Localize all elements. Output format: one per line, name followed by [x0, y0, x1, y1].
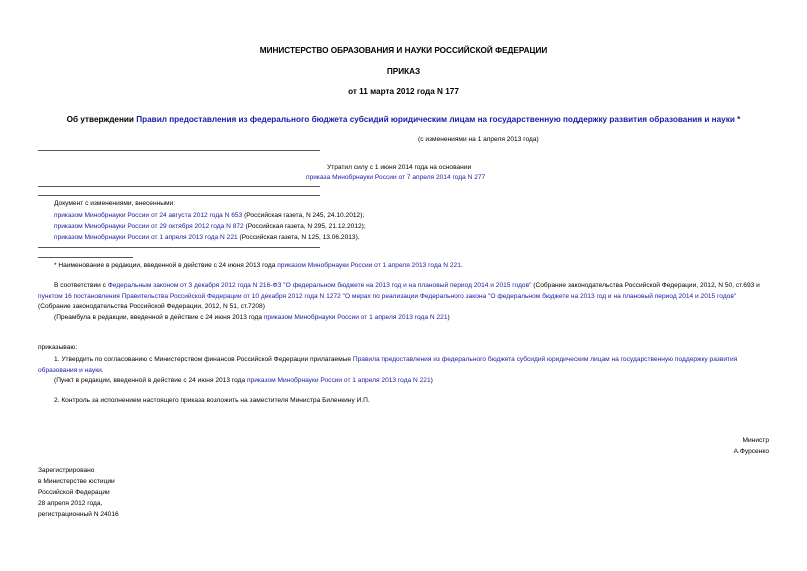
order-note-tail: )	[430, 377, 433, 384]
order-note-text: (Пункт в редакции, введенной в действие с 24 июня 2013 года	[54, 377, 247, 384]
lost-force-text: Утратил силу с 1 июня 2014 года на основании	[327, 164, 472, 171]
list-item	[54, 212, 364, 220]
order-point-tail: .	[101, 366, 104, 374]
date-number-heading: от 11 марта 2012 года N 177	[348, 87, 459, 96]
amendment-source: (Российская газета, N 295, 21.12.2012);	[243, 223, 366, 230]
amendment-source: (Российская газета, N 245, 24.10.2012);	[242, 212, 365, 219]
amendment-link[interactable]: приказом Минобрнауки России от 29 октября 2012 года N 872	[54, 223, 244, 230]
order-point-text: 1. Утвердить по согласованию с Министерством финансов Российской Федерации прилагаемые	[54, 356, 353, 363]
federal-law-link[interactable]: Федеральным законом от 3 декабря 2012 года N 216-ФЗ "О федеральном бюджете на 2013 год и на плановый период 2014 и 2015 годов"	[107, 282, 532, 289]
registration-line: 28 апреля 2012 года,	[38, 500, 103, 507]
list-item	[54, 223, 366, 231]
footnote-text: * Наименование в редакции, введенной в действие с 24 июня 2013 года	[54, 262, 278, 269]
prikazyvayu-text: приказываю:	[38, 344, 78, 351]
signature-name: А.Фурсенко	[733, 448, 769, 455]
amendment-note: (с изменениями на 1 апреля 2013 года)	[418, 136, 539, 143]
preamble-text: В соответствии с	[54, 282, 108, 289]
order-note-link[interactable]: приказом Минобрнауки России от 1 апреля 2013 года N 221	[246, 377, 431, 384]
footnote-link[interactable]: приказом Минобрнауки России от 1 апреля 2013 года N 221	[277, 262, 461, 269]
registration-line: регистрационный N 24016	[38, 511, 119, 518]
document-title	[0, 115, 807, 126]
doc-type-heading: ПРИКАЗ	[386, 67, 421, 76]
preamble-note-text: (Преамбула в редакции, введенной в действие с 24 июня 2013 года	[54, 314, 264, 321]
amendment-source: (Российская газета, N 125, 13.06.2013).	[237, 234, 360, 241]
title-prefix: Об утверждении	[66, 115, 137, 124]
amendment-link[interactable]: приказом Минобрнауки России от 24 августа 2012 года N 653	[54, 212, 243, 219]
divider	[38, 247, 320, 248]
footnote	[54, 262, 463, 270]
preamble	[38, 281, 770, 313]
rules-link[interactable]: Правила предоставления из федерального бюджета субсидий юридическим лицам на государственную поддержку развития образования и науки	[38, 356, 738, 374]
changes-heading: Документ с изменениями, внесенными:	[54, 200, 176, 207]
preamble-note-tail: )	[447, 314, 450, 321]
preamble-text: (Собрание законодательства Российской Федерации, 2012, N 50, ст.693 и	[531, 282, 760, 289]
order-point-1-note	[54, 377, 433, 385]
ministry-heading: МИНИСТЕРСТВО ОБРАЗОВАНИЯ И НАУКИ РОССИЙСКОЙ ФЕДЕРАЦИИ	[259, 46, 548, 55]
divider	[38, 186, 320, 187]
divider	[38, 195, 320, 196]
registration-line: Российской Федерации	[38, 489, 110, 496]
registration-line: в Министерстве юстиции	[38, 478, 115, 485]
divider	[38, 150, 320, 151]
list-item	[54, 234, 360, 242]
footnote-divider	[38, 257, 133, 258]
footnote-tail: .	[460, 262, 463, 269]
lost-force-link[interactable]: приказа Минобрнауки России от 7 апреля 2014 года N 277	[306, 174, 486, 181]
registration-line: Зарегистрировано	[38, 467, 95, 474]
title-link[interactable]: Правил предоставления из федерального бюджета субсидий юридическим лицам на государственную поддержку развития образования и науки *	[136, 115, 741, 124]
order-point-1	[38, 355, 770, 376]
preamble-note-link[interactable]: приказом Минобрнауки России от 1 апреля 2013 года N 221	[263, 314, 448, 321]
government-decree-link[interactable]: пунктом 16 постановления Правительства Российской Федерации от 10 декабря 2012 года N 1272 "О мерах по реализации Федерального закона "О федеральном бюджете на 2013 год и на плановый период 2014 и 2015 годов"	[38, 292, 737, 300]
signature-position: Министр	[742, 437, 769, 444]
amendment-link[interactable]: приказом Минобрнауки России от 1 апреля 2013 года N 221	[54, 234, 238, 241]
preamble-text: (Собрание законодательства Российской Федерации, 2012, N 51, ст.7208)	[38, 303, 265, 310]
preamble-note	[54, 314, 450, 322]
order-point-2: 2. Контроль за исполнением настоящего приказа возложить на заместителя Министра Биленкину И.П.	[54, 397, 370, 404]
